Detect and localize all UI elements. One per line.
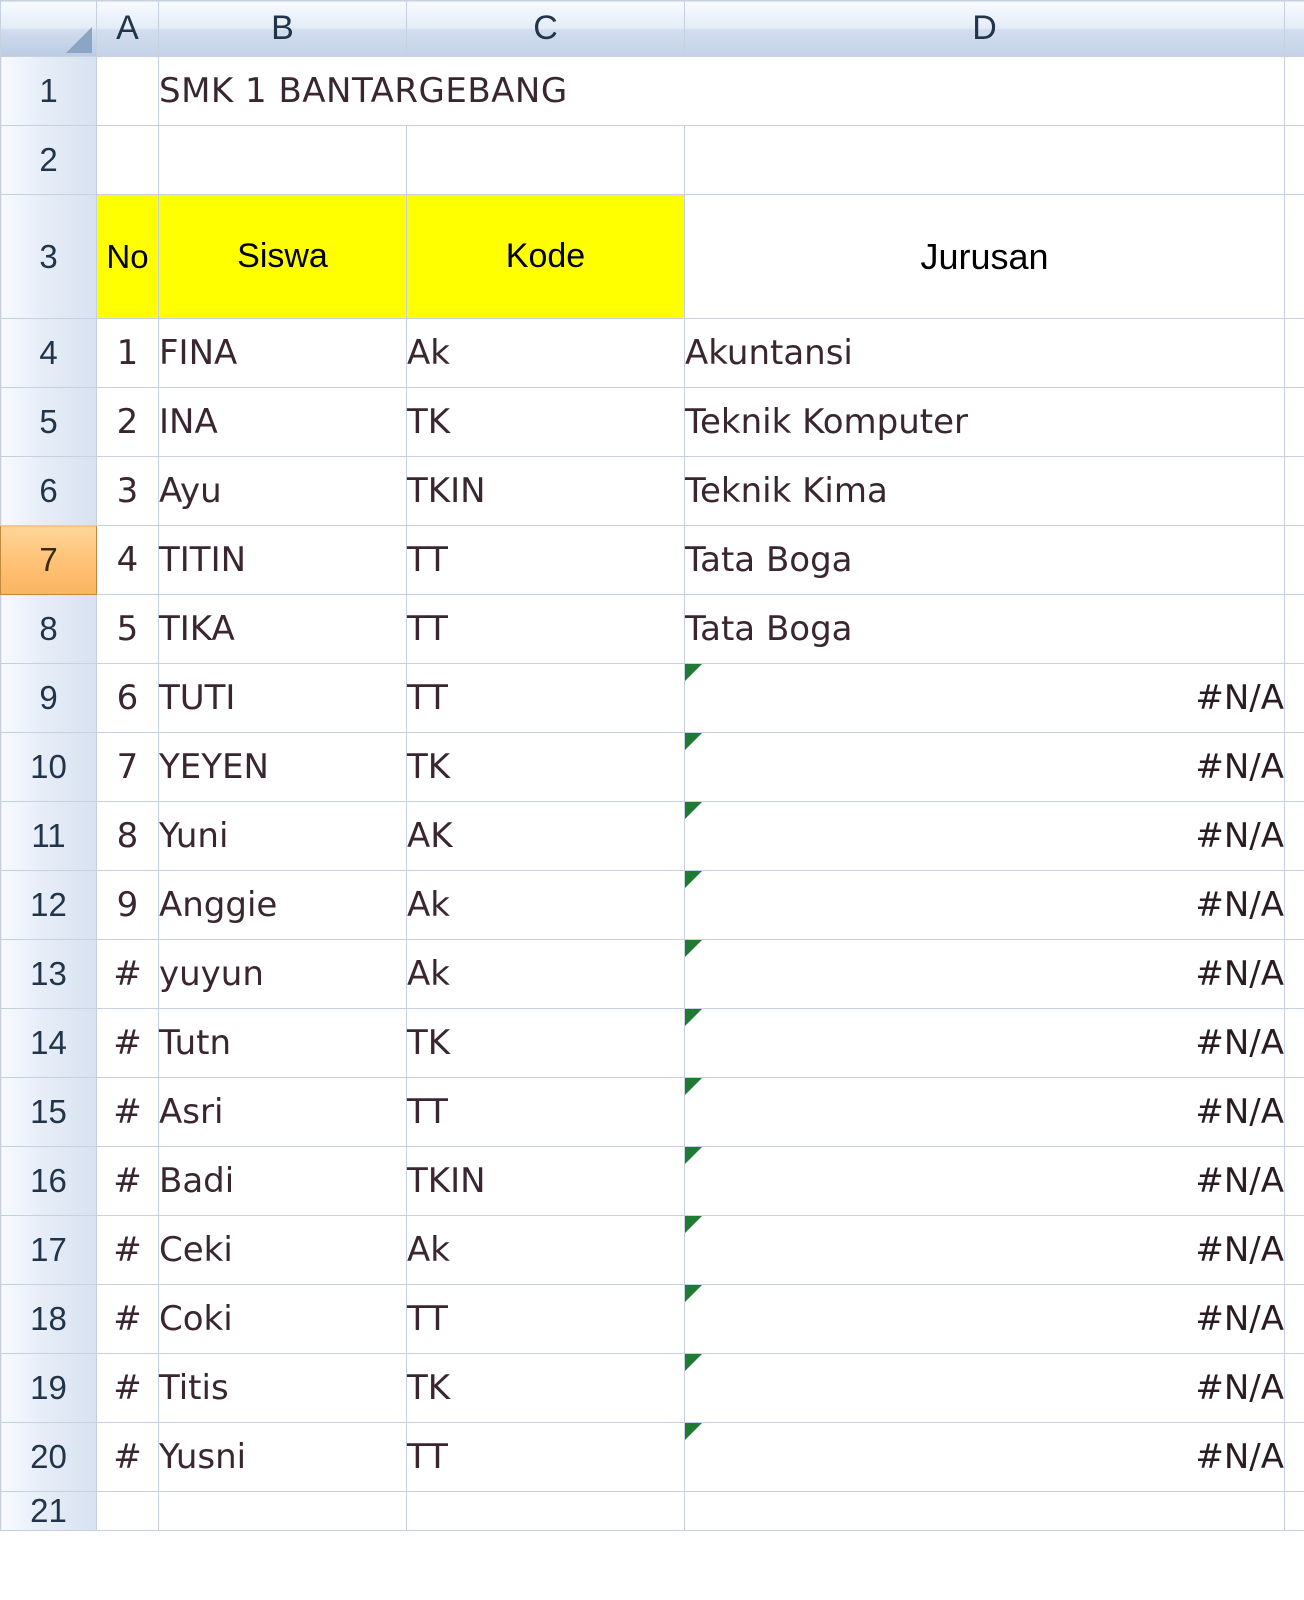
cell-c7[interactable]: TT [407, 526, 685, 595]
cell-e18[interactable] [1285, 1285, 1304, 1354]
row-header-3[interactable]: 3 [1, 195, 97, 319]
row-header-10[interactable]: 10 [1, 733, 97, 802]
cell-e5[interactable] [1285, 388, 1304, 457]
cell-e6[interactable] [1285, 457, 1304, 526]
row-11 [1, 802, 1304, 871]
cell-e7[interactable] [1285, 526, 1304, 595]
cell-e13[interactable] [1285, 940, 1304, 1009]
cell-c8[interactable]: TT [407, 595, 685, 664]
row-9 [1, 664, 1304, 733]
row-6 [1, 457, 1304, 526]
table-header-no-label: No [106, 237, 149, 275]
cell-a5[interactable]: 2 [97, 388, 159, 457]
cell-d2[interactable] [685, 126, 1285, 195]
cell-a2[interactable] [97, 126, 159, 195]
cell-d11[interactable] [685, 802, 1285, 871]
cell-e11[interactable] [1285, 802, 1304, 871]
row-1 [1, 57, 1304, 126]
column-header-e[interactable] [1285, 1, 1304, 57]
cell-c20[interactable]: TT [407, 1423, 685, 1492]
row-header-16[interactable]: 16 [1, 1147, 97, 1216]
row-header-15[interactable]: 15 [1, 1078, 97, 1147]
select-all-icon [66, 27, 92, 53]
row-header-1[interactable]: 1 [1, 57, 97, 126]
row-3 [1, 195, 1304, 319]
cell-c16[interactable]: TKIN [407, 1147, 685, 1216]
row-8 [1, 595, 1304, 664]
cell-c11[interactable]: AK [407, 802, 685, 871]
cell-d17-value: #N/A [1195, 1230, 1284, 1270]
cell-b15[interactable]: Asri [159, 1078, 407, 1147]
cell-e1[interactable] [1285, 57, 1304, 126]
cell-a21[interactable] [97, 1492, 159, 1531]
cell-d10[interactable] [685, 733, 1285, 802]
row-7 [1, 526, 1304, 595]
cell-d15-value: #N/A [1195, 1092, 1284, 1132]
error-indicator-icon [685, 1147, 702, 1164]
cell-d18-value: #N/A [1195, 1299, 1284, 1339]
error-indicator-icon [685, 1285, 702, 1302]
cell-b7[interactable]: TITIN [159, 526, 407, 595]
row-5 [1, 388, 1304, 457]
column-header-c[interactable]: C [407, 1, 685, 57]
cell-a13[interactable]: # [97, 940, 159, 1009]
error-indicator-icon [685, 1216, 702, 1233]
cell-c5[interactable]: TK [407, 388, 685, 457]
cell-c6[interactable]: TKIN [407, 457, 685, 526]
cell-b19[interactable]: Titis [159, 1354, 407, 1423]
row-15 [1, 1078, 1304, 1147]
cell-e19[interactable] [1285, 1354, 1304, 1423]
cell-a6[interactable]: 3 [97, 457, 159, 526]
cell-c15[interactable]: TT [407, 1078, 685, 1147]
cell-d7[interactable]: Tata Boga [685, 526, 1285, 595]
row-13 [1, 940, 1304, 1009]
cell-d14-value: #N/A [1195, 1023, 1284, 1063]
cell-a15[interactable]: # [97, 1078, 159, 1147]
cell-b14[interactable]: Tutn [159, 1009, 407, 1078]
cell-a14[interactable]: # [97, 1009, 159, 1078]
cell-e2[interactable] [1285, 126, 1304, 195]
cell-b20[interactable]: Yusni [159, 1423, 407, 1492]
row-header-8[interactable]: 8 [1, 595, 97, 664]
cell-b11[interactable]: Yuni [159, 802, 407, 871]
row-header-2[interactable]: 2 [1, 126, 97, 195]
row-2 [1, 126, 1304, 195]
cell-d16-value: #N/A [1195, 1161, 1284, 1201]
cell-d16[interactable] [685, 1147, 1285, 1216]
cell-a20[interactable]: # [97, 1423, 159, 1492]
cell-b2[interactable] [159, 126, 407, 195]
cell-c4[interactable]: Ak [407, 319, 685, 388]
row-10 [1, 733, 1304, 802]
cell-c18[interactable]: TT [407, 1285, 685, 1354]
cell-c13[interactable]: Ak [407, 940, 685, 1009]
row-14 [1, 1009, 1304, 1078]
cell-b5[interactable]: INA [159, 388, 407, 457]
cell-e20[interactable] [1285, 1423, 1304, 1492]
error-indicator-icon [685, 1009, 702, 1026]
cell-d20[interactable] [685, 1423, 1285, 1492]
row-header-6[interactable]: 6 [1, 457, 97, 526]
cell-e10[interactable] [1285, 733, 1304, 802]
error-indicator-icon [685, 664, 702, 681]
cell-b18[interactable]: Coki [159, 1285, 407, 1354]
cell-a10[interactable]: 7 [97, 733, 159, 802]
cell-c19[interactable]: TK [407, 1354, 685, 1423]
cell-d20-value: #N/A [1195, 1437, 1284, 1477]
row-header-9[interactable]: 9 [1, 664, 97, 733]
row-4 [1, 319, 1304, 388]
row-header-13[interactable]: 13 [1, 940, 97, 1009]
cell-d19-value: #N/A [1195, 1368, 1284, 1408]
cell-d19[interactable] [685, 1354, 1285, 1423]
cell-e21[interactable] [1285, 1492, 1304, 1531]
cell-a11[interactable]: 8 [97, 802, 159, 871]
cell-e17[interactable] [1285, 1216, 1304, 1285]
row-21 [1, 1492, 1304, 1531]
error-indicator-icon [685, 940, 702, 957]
cell-a17[interactable]: # [97, 1216, 159, 1285]
error-indicator-icon [685, 1423, 702, 1440]
error-indicator-icon [685, 1078, 702, 1095]
cell-c10[interactable]: TK [407, 733, 685, 802]
cell-a8[interactable]: 5 [97, 595, 159, 664]
row-16 [1, 1147, 1304, 1216]
cell-a1[interactable] [97, 57, 159, 126]
column-header-b[interactable]: B [159, 1, 407, 57]
row-header-12[interactable]: 12 [1, 871, 97, 940]
cell-c2[interactable] [407, 126, 685, 195]
cell-a4[interactable]: 1 [97, 319, 159, 388]
cell-e4[interactable] [1285, 319, 1304, 388]
cell-e3[interactable] [1285, 195, 1304, 319]
cell-c9[interactable]: TT [407, 664, 685, 733]
cell-a19[interactable]: # [97, 1354, 159, 1423]
row-header-21[interactable]: 21 [1, 1492, 97, 1531]
cell-d8[interactable]: Tata Boga [685, 595, 1285, 664]
cell-b9[interactable]: TUTI [159, 664, 407, 733]
cell-b13[interactable]: yuyun [159, 940, 407, 1009]
cell-e16[interactable] [1285, 1147, 1304, 1216]
cell-b17[interactable]: Ceki [159, 1216, 407, 1285]
error-indicator-icon [685, 871, 702, 888]
cell-e15[interactable] [1285, 1078, 1304, 1147]
error-indicator-icon [685, 1354, 702, 1371]
error-indicator-icon [685, 733, 702, 750]
cell-b21[interactable] [159, 1492, 407, 1531]
cell-d13[interactable] [685, 940, 1285, 1009]
cell-d12-value: #N/A [1195, 885, 1284, 925]
cell-d14[interactable] [685, 1009, 1285, 1078]
cell-d15[interactable] [685, 1078, 1285, 1147]
cell-e8[interactable] [1285, 595, 1304, 664]
cell-d9[interactable] [685, 664, 1285, 733]
row-19 [1, 1354, 1304, 1423]
cell-b10[interactable]: YEYEN [159, 733, 407, 802]
cell-b4[interactable]: FINA [159, 319, 407, 388]
cell-c17[interactable]: Ak [407, 1216, 685, 1285]
row-header-11[interactable]: 11 [1, 802, 97, 871]
cell-d21[interactable] [685, 1492, 1285, 1531]
cell-a18[interactable]: # [97, 1285, 159, 1354]
row-12 [1, 871, 1304, 940]
column-header-a[interactable]: A [97, 1, 159, 57]
row-20 [1, 1423, 1304, 1492]
row-header-19[interactable]: 19 [1, 1354, 97, 1423]
cell-b16[interactable]: Badi [159, 1147, 407, 1216]
row-17 [1, 1216, 1304, 1285]
table-header-no[interactable] [97, 195, 159, 319]
table-header-kode[interactable]: Kode [407, 195, 685, 319]
cell-e12[interactable] [1285, 871, 1304, 940]
row-18 [1, 1285, 1304, 1354]
select-all-corner[interactable] [1, 1, 97, 57]
cell-d18[interactable] [685, 1285, 1285, 1354]
cell-d9-value: #N/A [1195, 678, 1284, 718]
column-header-d[interactable]: D [685, 1, 1285, 57]
row-header-20[interactable]: 20 [1, 1423, 97, 1492]
error-indicator-icon [685, 802, 702, 819]
cell-e9[interactable] [1285, 664, 1304, 733]
table-header-siswa[interactable]: Siswa [159, 195, 407, 319]
cell-c12[interactable]: Ak [407, 871, 685, 940]
row-header-17[interactable]: 17 [1, 1216, 97, 1285]
cell-d6[interactable]: Teknik Kima [685, 457, 1285, 526]
cell-c14[interactable]: TK [407, 1009, 685, 1078]
cell-d10-value: #N/A [1195, 747, 1284, 787]
cell-d13-value: #N/A [1195, 954, 1284, 994]
row-header-4[interactable]: 4 [1, 319, 97, 388]
column-header-row [1, 1, 1304, 57]
cell-b12[interactable]: Anggie [159, 871, 407, 940]
cell-d12[interactable] [685, 871, 1285, 940]
cell-a12[interactable]: 9 [97, 871, 159, 940]
cell-a16[interactable]: # [97, 1147, 159, 1216]
cell-a9[interactable]: 6 [97, 664, 159, 733]
cell-b8[interactable]: TIKA [159, 595, 407, 664]
row-header-5[interactable]: 5 [1, 388, 97, 457]
cell-d4[interactable]: Akuntansi [685, 319, 1285, 388]
cell-c21[interactable] [407, 1492, 685, 1531]
cell-d5[interactable]: Teknik Komputer [685, 388, 1285, 457]
row-header-14[interactable]: 14 [1, 1009, 97, 1078]
cell-b1-title[interactable]: SMK 1 BANTARGEBANG [159, 57, 1285, 126]
cell-d11-value: #N/A [1195, 816, 1284, 856]
cell-a7[interactable]: 4 [97, 526, 159, 595]
row-header-18[interactable]: 18 [1, 1285, 97, 1354]
cell-e14[interactable] [1285, 1009, 1304, 1078]
cell-d17[interactable] [685, 1216, 1285, 1285]
row-header-7[interactable]: 7 [1, 526, 97, 595]
cell-b6[interactable]: Ayu [159, 457, 407, 526]
table-header-jurusan[interactable]: Jurusan [685, 195, 1285, 319]
